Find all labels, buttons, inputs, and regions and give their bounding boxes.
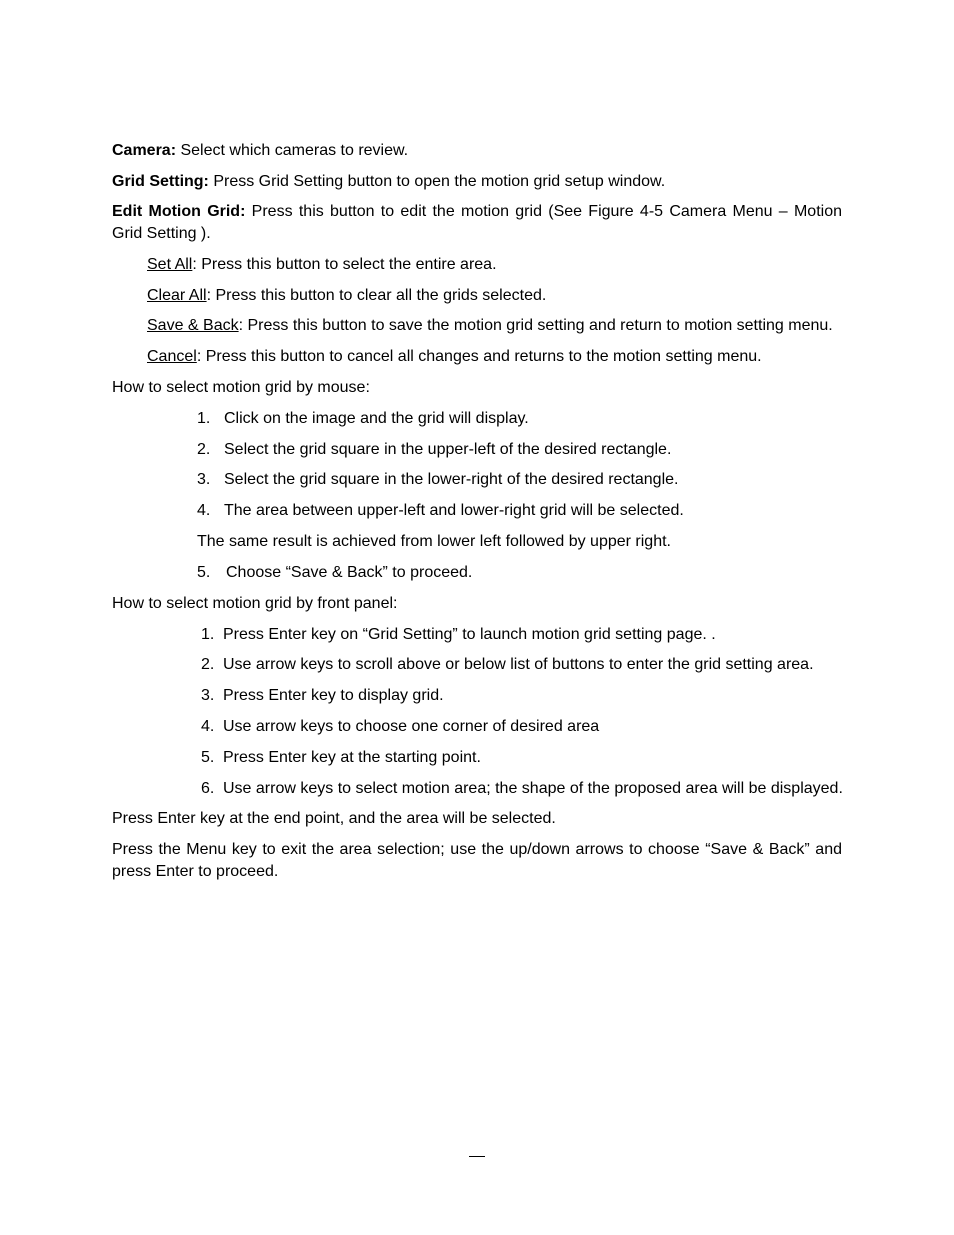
list-number: 4.: [197, 502, 211, 519]
list-item: [201, 779, 843, 799]
panel-heading: How to select motion grid by front panel:: [112, 595, 398, 612]
list-number: 5.: [197, 564, 211, 581]
list-item: [201, 717, 599, 737]
list-item: [197, 501, 684, 521]
grid-setting-text: Press Grid Setting button to open the motion grid setup window.: [208, 173, 666, 190]
clear-all-desc: : Press this button to clear all the grids selected.: [206, 287, 547, 304]
list-number: 3.: [201, 687, 215, 704]
save-back-description: [147, 316, 833, 336]
camera-paragraph: [112, 141, 408, 161]
grid-setting-label: Grid Setting:: [112, 173, 209, 190]
list-text: Select the grid square in the upper-left of the desired rectangle.: [224, 441, 672, 458]
list-item: [201, 625, 716, 645]
list-text: Click on the image and the grid will display.: [224, 410, 529, 427]
list-text: Select the grid square in the lower-right of the desired rectangle.: [224, 471, 679, 488]
list-number: 2.: [197, 441, 211, 458]
cancel-term: Cancel: [147, 348, 197, 365]
list-text: Use arrow keys to scroll above or below list of buttons to enter the grid setting area.: [223, 656, 814, 673]
set-all-desc: : Press this button to select the entire area.: [192, 256, 497, 273]
list-number: 4.: [201, 718, 215, 735]
list-number: 1.: [197, 410, 211, 427]
cancel-description: [147, 347, 762, 367]
list-number: 3.: [197, 471, 211, 488]
list-number: 1.: [201, 626, 215, 643]
menu-key-paragraph: Press the Menu key to exit the area selection; use the up/down arrows to choose “Save & Back” and press Enter to proceed.: [112, 841, 842, 880]
save-back-desc: : Press this button to save the motion grid setting and return to motion setting menu.: [238, 317, 833, 334]
list-number: 2.: [201, 656, 215, 673]
cancel-desc: : Press this button to cancel all changes and returns to the motion setting menu.: [196, 348, 762, 365]
list-number: 5.: [201, 749, 215, 766]
edit-motion-grid-label: Edit Motion Grid:: [112, 203, 246, 220]
list-text: Use arrow keys to select motion area; the shape of the proposed area will be displayed.: [223, 780, 843, 797]
list-text: The area between upper-left and lower-right grid will be selected.: [224, 502, 684, 519]
end-point-paragraph: Press Enter key at the end point, and the area will be selected.: [112, 810, 556, 827]
set-all-description: [147, 255, 497, 275]
list-item: [201, 686, 444, 706]
clear-all-description: [147, 286, 546, 306]
list-item: [197, 563, 472, 583]
list-item: [197, 409, 529, 429]
mouse-heading: How to select motion grid by mouse:: [112, 379, 370, 396]
list-text: Choose “Save & Back” to proceed.: [226, 564, 473, 581]
list-item: [197, 470, 678, 490]
grid-setting-paragraph: [112, 172, 665, 192]
edit-motion-grid-text: Press this button to edit the motion grid (See Figure 4-5 Camera Menu – Motion Grid Setting ).: [112, 203, 842, 242]
list-item: [201, 655, 814, 675]
camera-text: Select which cameras to review.: [176, 142, 409, 159]
list-text: Press Enter key on “Grid Setting” to launch motion grid setting page. .: [223, 626, 716, 643]
list-text: Press Enter key at the starting point.: [223, 749, 481, 766]
list-text: Use arrow keys to choose one corner of desired area: [223, 718, 600, 735]
edit-motion-grid-paragraph: [112, 201, 842, 245]
save-back-term: Save & Back: [147, 317, 239, 334]
list-text: Press Enter key to display grid.: [223, 687, 444, 704]
footer-rule: [469, 1156, 485, 1157]
list-item: [201, 748, 481, 768]
camera-label: Camera:: [112, 142, 177, 159]
list-item: [197, 440, 671, 460]
list-number: 6.: [201, 780, 215, 797]
mouse-note: The same result is achieved from lower left followed by upper right.: [197, 533, 671, 550]
clear-all-term: Clear All: [147, 287, 207, 304]
set-all-term: Set All: [147, 256, 193, 273]
